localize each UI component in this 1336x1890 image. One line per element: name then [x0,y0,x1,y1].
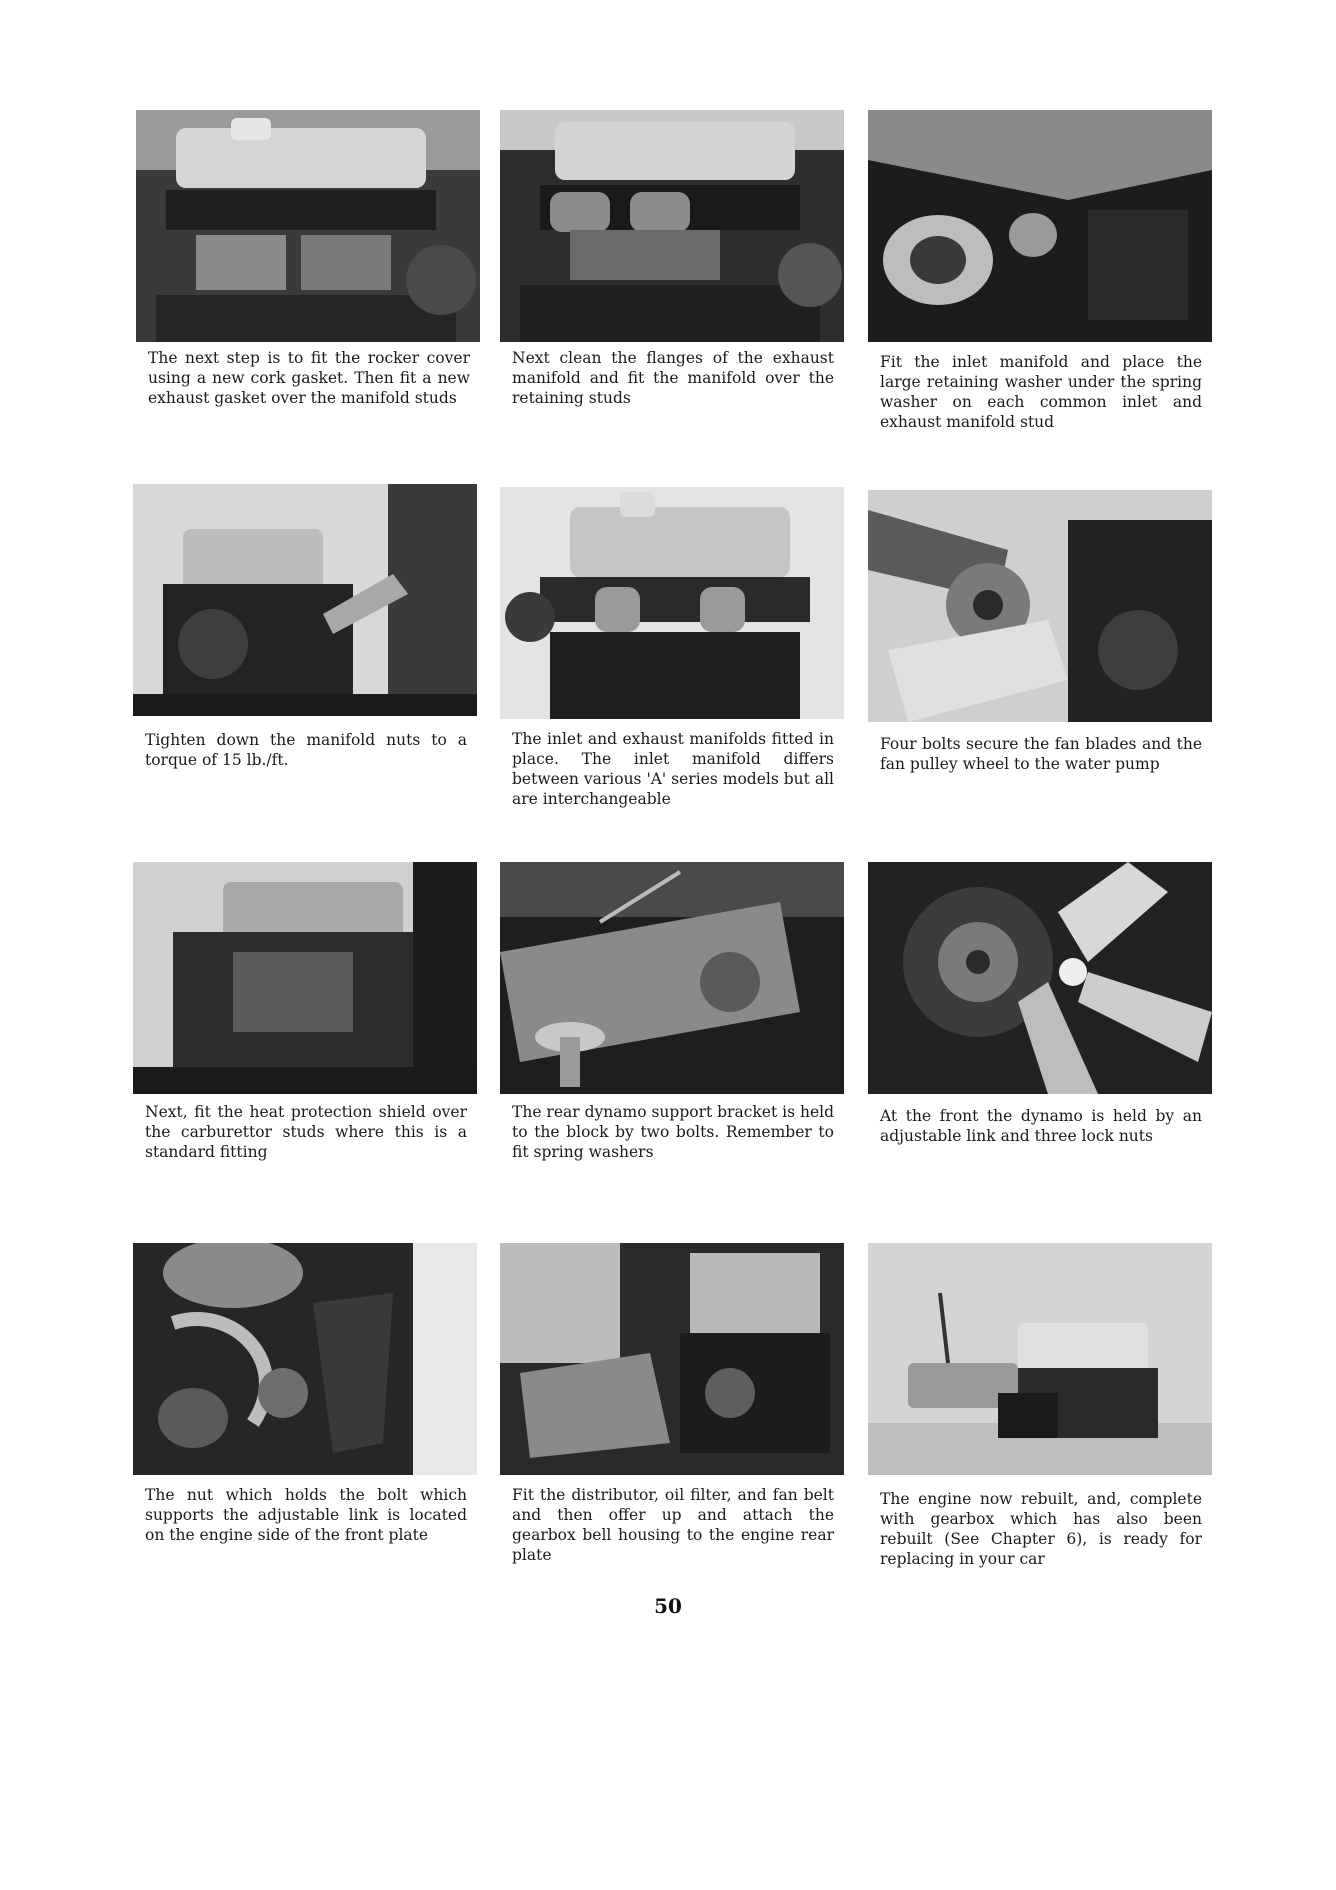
caption: Next clean the flanges of the exhaust manifold and fit the manifold over the retaining studs [512,349,834,407]
caption: The next step is to fit the rocker cover using a new cork gasket. Then fit a new exhaust gasket over the manifold studs [148,349,470,407]
inlet-manifold-washer-photo [868,110,1212,342]
fan-blades-pulley-photo [868,490,1212,722]
caption: The inlet and exhaust manifolds fitted in place. The inlet manifold differs between various 'A' series models but all are interchangeable [512,730,834,808]
caption: Tighten down the manifold nuts to a torque of 15 lb./ft. [145,731,467,769]
tightening-manifold-nuts-photo [133,484,477,716]
caption: Fit the inlet manifold and place the large retaining washer under the spring washer on each common inlet and exhaust manifold stud [880,353,1202,431]
adjustable-link-nut-photo [133,1243,477,1475]
rocker-cover-engine-photo [136,110,480,342]
caption: The rear dynamo support bracket is held to the block by two bolts. Remember to fit spring washers [512,1103,834,1161]
exhaust-manifold-photo [500,110,844,342]
caption: Next, fit the heat protection shield over the carburettor studs where this is a standard fitting [145,1103,467,1161]
caption: Fit the distributor, oil filter, and fan belt and then offer up and attach the gearbox bell housing to the engine rear plate [512,1486,834,1564]
caption: The nut which holds the bolt which supports the adjustable link is located on the engine side of the front plate [145,1486,467,1544]
rebuilt-engine-gearbox-photo [868,1243,1212,1475]
page-number: 50 [654,1594,682,1618]
dynamo-front-link-photo [868,862,1212,1094]
caption: Four bolts secure the fan blades and the fan pulley wheel to the water pump [880,735,1202,773]
caption: The engine now rebuilt, and, complete with gearbox which has also been rebuilt (See Chapter 6), is ready for replacing in your car [880,1490,1202,1568]
gearbox-bell-housing-photo [500,1243,844,1475]
manifolds-fitted-photo [500,487,844,719]
caption: At the front the dynamo is held by an adjustable link and three lock nuts [880,1107,1202,1145]
dynamo-bracket-photo [500,862,844,1094]
heat-shield-photo [133,862,477,1094]
